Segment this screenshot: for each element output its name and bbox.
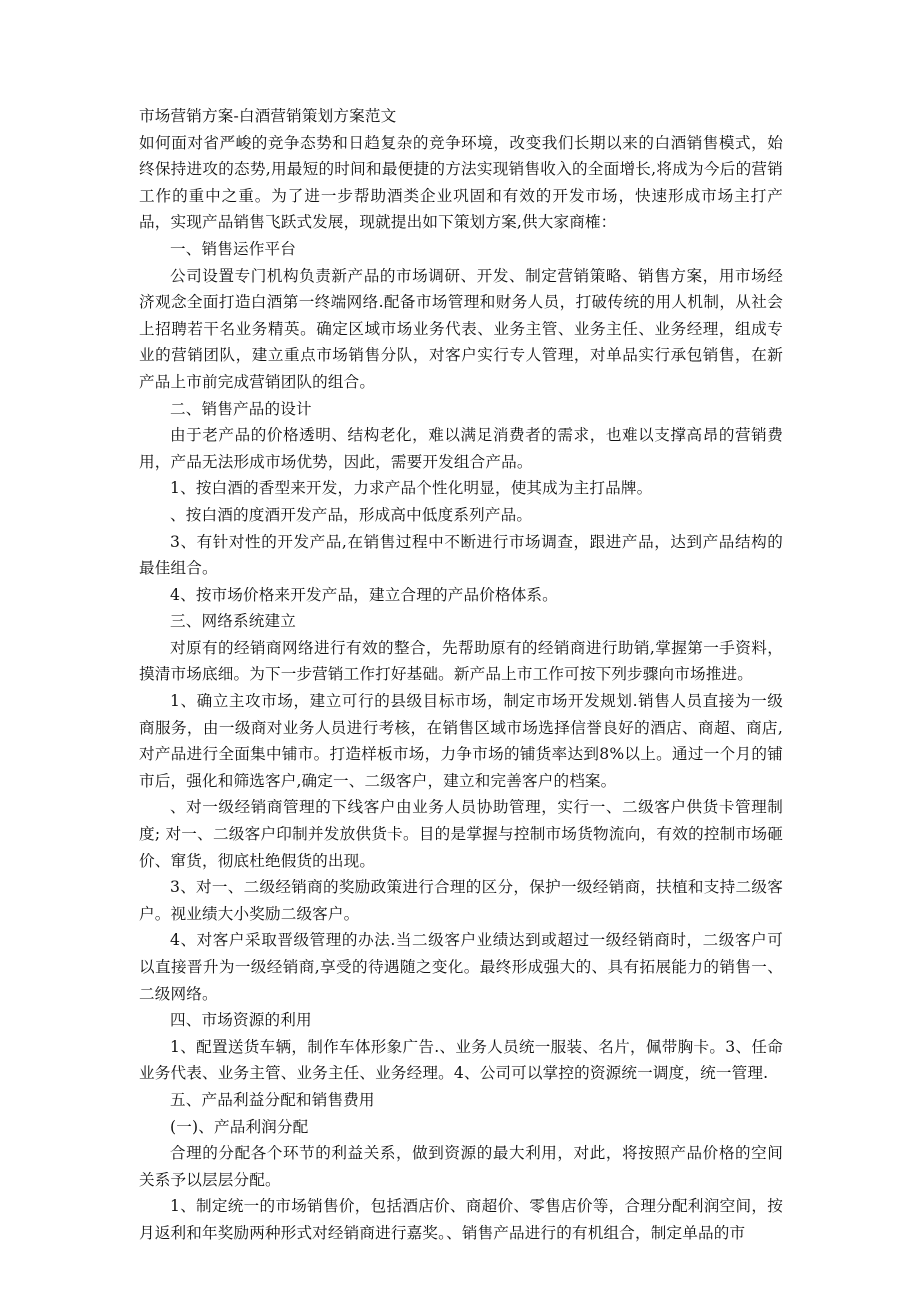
section-heading-2: 二、销售产品的设计 bbox=[170, 399, 312, 418]
section-heading-3: 三、网络系统建立 bbox=[170, 612, 296, 631]
list-item: 1、确立主攻市场，建立可行的县级目标市场，制定市场开发规划.销售人员直接为一级商服务，由一级商对业务人员进行考核，在销售区域市场选择信誉良好的酒店、商超、商店,对产品进行全面集中铺市。打造样板市场，力争市场的铺货率达到8%以上。通过一个月的铺市后，强化和筛选客户,确定一、二级客户，建立和完善客户的档案。 bbox=[139, 692, 783, 790]
document-title: 市场营销方案-白酒营销策划方案范文 bbox=[139, 107, 397, 125]
list-item: 3、对一、二级经销商的奖励政策进行合理的区分，保护一级经销商，扶植和支持二级客户。视业绩大小奖励二级客户。 bbox=[139, 878, 783, 923]
list-item: 4、对客户采取晋级管理的办法.当二级客户业绩达到或超过一级经销商时，二级客户可以直接晋升为一级经销商,享受的待遇随之变化。最终形成强大的、具有拓展能力的销售一、二级网络。 bbox=[139, 931, 783, 1003]
list-item: 4、按市场价格来开发产品，建立合理的产品价格体系。 bbox=[170, 585, 558, 604]
document-body bbox=[139, 103, 783, 1247]
list-item: 1、制定统一的市场销售价，包括酒店价、商超价、零售店价等，合理分配利润空间，按月返利和年奖励两种形式对经销商进行嘉奖。、销售产品进行的有机组合，制定单品的市 bbox=[139, 1197, 783, 1242]
paragraph: 合理的分配各个环节的利益关系，做到资源的最大利用，对此，将按照产品价格的空间关系予以层层分配。 bbox=[139, 1144, 783, 1189]
intro-paragraph: 如何面对省严峻的竞争态势和日趋复杂的竞争环境，改变我们长期以来的白酒销售模式，始终保持进攻的态势,用最短的时间和最便捷的方法实现销售收入的全面增长,将成为今后的营销工作的重中之重。为了进一步帮助酒类企业巩固和有效的开发市场，快速形成市场主打产品，实现产品销售飞跃式发展，现就提出如下策划方案,供大家商榷： bbox=[139, 133, 783, 232]
list-item: 3、有针对性的开发产品,在销售过程中不断进行市场调查，跟进产品，达到产品结构的最佳组合。 bbox=[139, 532, 783, 578]
section-heading-1: 一、销售运作平台 bbox=[170, 239, 296, 258]
section-heading-5: 五、产品利益分配和销售费用 bbox=[170, 1090, 375, 1109]
list-item: 、按白酒的度酒开发产品，形成高中低度系列产品。 bbox=[170, 505, 533, 524]
paragraph: 公司设置专门机构负责新产品的市场调研、开发、制定营销策略、销售方案，用市场经济观念全面打造白酒第一终端网络.配备市场管理和财务人员，打破传统的用人机制，从社会上招聘若干名业务精英。确定区域市场业务代表、业务主管、业务主任、业务经理，组成专业的营销团队，建立重点市场销售分队，对客户实行专人管理，对单品实行承包销售，在新产品上市前完成营销团队的组合。 bbox=[139, 266, 783, 391]
paragraph: 对原有的经销商网络进行有效的整合，先帮助原有的经销商进行助销,掌握第一手资料，摸清市场底细。为下一步营销工作打好基础。新产品上市工作可按下列步骤向市场推进。 bbox=[139, 638, 783, 684]
list-item: 1、配置送货车辆，制作车体形象广告.、业务人员统一服装、名片，佩带胸卡。3、任命业务代表、业务主管、业务主任、业务经理。4、公司可以掌控的资源统一调度，统一管理. bbox=[139, 1037, 783, 1083]
paragraph: 由于老产品的价格透明、结构老化，难以满足消费者的需求，也难以支撑高昂的营销费用，产品无法形成市场优势，因此，需要开发组合产品。 bbox=[139, 426, 783, 471]
list-item: 、对一级经销商管理的下线客户由业务人员协助管理，实行一、二级客户供货卡管理制度; 对一、二级客户印制并发放供货卡。目的是掌握与控制市场货物流向，有效的控制市场砸价、窜货，彻底杜绝假货的出现。 bbox=[139, 798, 783, 870]
section-heading-4: 四、市场资源的利用 bbox=[170, 1011, 312, 1030]
subsection-heading: (一)、产品利润分配 bbox=[170, 1117, 309, 1136]
list-item: 1、按白酒的香型来开发，力求产品个性化明显，使其成为主打品牌。 bbox=[170, 479, 653, 498]
